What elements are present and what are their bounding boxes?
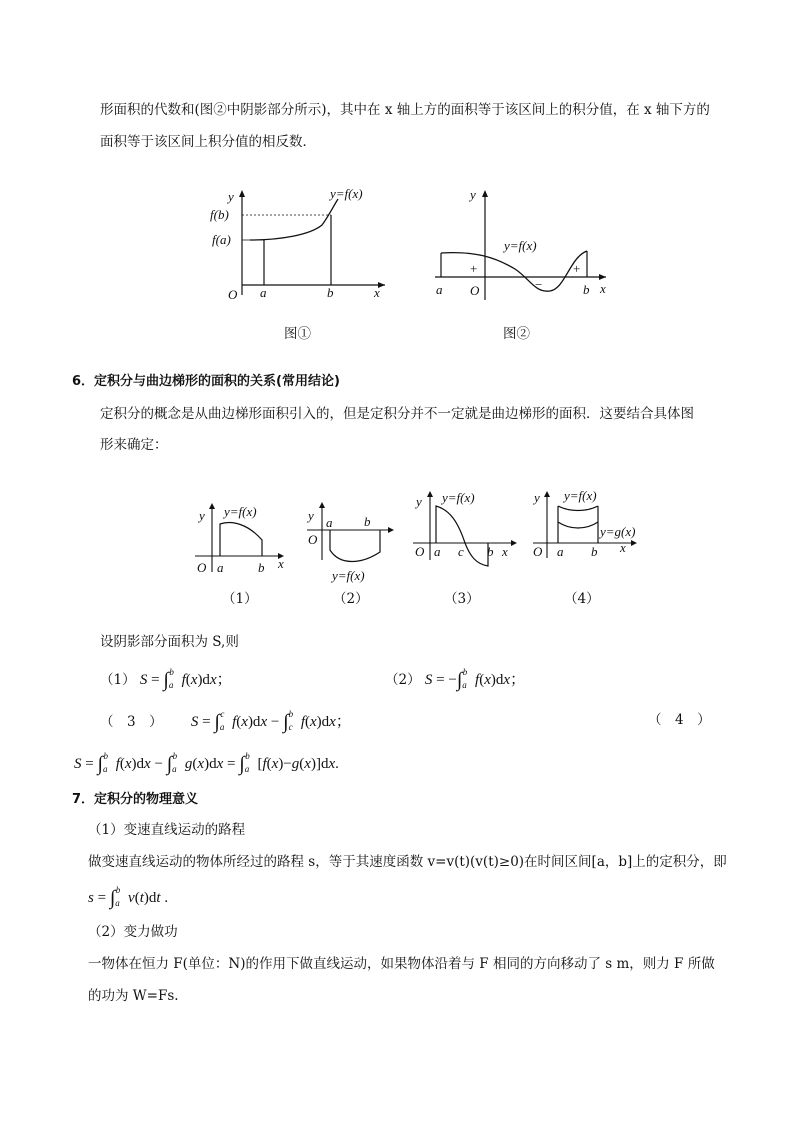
fig2-origin-label: O — [470, 283, 480, 298]
fig2-fn-label: y=f(x) — [504, 238, 537, 253]
sf3-x-label: x — [502, 544, 508, 559]
sf1-y-label: y — [199, 508, 205, 523]
fig2-minus: − — [535, 277, 543, 292]
fig2-y-label: y — [470, 187, 476, 202]
intro-line-1: 形面积的代数和(图②中阴影部分所示)，其中在 x 轴上方的面积等于该区间上的积分值，在 x 轴下方的 — [100, 102, 710, 118]
formula-distance-expr: $s = \int_a^b$ v(t)dt . — [88, 885, 169, 909]
formula-1-expr: $S = \int_a^b$ f(x)dx； — [139, 667, 232, 691]
formula-4 — [74, 752, 339, 775]
small-figure-1 — [190, 500, 290, 580]
small-figure-3-caption: （3） — [444, 591, 480, 607]
small-figure-2 — [302, 500, 402, 590]
sf4-gn-label: y=g(x) — [600, 524, 636, 539]
sf1-b-label: b — [258, 560, 265, 575]
sf3-y-label: y — [416, 494, 422, 509]
figure-2 — [430, 185, 615, 310]
sf1-a-label: a — [217, 560, 224, 575]
sf2-b-label: b — [364, 514, 371, 529]
fig2-x-label: x — [600, 281, 606, 296]
sf2-origin-label: O — [308, 532, 318, 547]
formula-distance — [88, 886, 168, 909]
sf3-b-label: b — [487, 544, 494, 559]
sf2-a-label: a — [326, 515, 333, 530]
fig1-caption: 图① — [284, 326, 311, 342]
formula-3 — [100, 710, 351, 733]
small-figure-3 — [410, 488, 525, 578]
sf4-origin-label: O — [533, 544, 543, 559]
sf2-y-label: y — [308, 508, 314, 523]
fig1-fa-label: f(a) — [212, 232, 231, 247]
section-7-title: 7．定积分的物理意义 — [72, 792, 199, 807]
sf1-fn-label: y=f(x) — [224, 504, 257, 519]
small-figure-2-caption: （2） — [333, 591, 369, 607]
figure-1 — [210, 185, 395, 310]
sf2-fn-label: y=f(x) — [332, 568, 365, 583]
formula-2-expr: $S = -\int_a^b$ f(x)dx； — [424, 667, 526, 691]
formula-3-expr: $S = \int_a^c$ $f(x)dx - \int_c^b$ f(x)dx； — [190, 709, 351, 733]
sf3-a-label: a — [434, 544, 441, 559]
sf4-b-label: b — [591, 544, 598, 559]
small-figure-4-caption: （4） — [564, 591, 600, 607]
formula-1-label: （1） — [100, 672, 136, 688]
fig2-b-label: b — [583, 282, 590, 297]
formula-2 — [385, 668, 525, 691]
fig2-caption: 图② — [503, 326, 530, 342]
sf3-fn-label: y=f(x) — [442, 490, 475, 505]
sf1-origin-label: O — [197, 560, 207, 575]
formula-2-label: （2） — [385, 672, 421, 688]
section-7-sub-1: （1）变速直线运动的路程 — [88, 822, 246, 838]
fig1-fn-label: y=f(x) — [330, 186, 363, 201]
section-6-line-2: 形来确定： — [100, 437, 168, 453]
fig1-origin-label: O — [228, 287, 238, 302]
section-6-line-1: 定积分的概念是从曲边梯形面积引入的，但是定积分并不一定就是曲边梯形的面积．这要结合具体图 — [100, 406, 694, 422]
intro-line-2: 面积等于该区间上积分值的相反数． — [100, 134, 316, 150]
formula-4-expr: $S = \int_a^b$ $f(x)dx - \int_a^b$ $g(x)dx = \int_a^b$ [f(x)−g(x)]dx. — [74, 751, 339, 775]
fig1-x-label: x — [374, 285, 380, 300]
sf4-a-label: a — [557, 544, 564, 559]
section-7-line-1: 做变速直线运动的物体所经过的路程 s，等于其速度函数 v=v(t)(v(t)≥0)在时间区间[a，b]上的定积分，即 — [88, 854, 727, 870]
section-7-sub-2: （2）变力做功 — [88, 924, 178, 940]
small-figure-4 — [530, 488, 655, 578]
section-7-line-3: 的功为 W=Fs. — [88, 988, 179, 1004]
sf4-x-label: x — [620, 540, 626, 555]
section-7-line-2: 一物体在恒力 F(单位：N)的作用下做直线运动，如果物体沿着与 F 相同的方向移动了 s m，则力 F 所做 — [88, 956, 715, 972]
fig2-a-label: a — [436, 282, 443, 297]
fig2-plus-2: + — [573, 261, 581, 276]
sf3-c-label: c — [458, 544, 464, 559]
sf4-fn-label: y=f(x) — [564, 488, 597, 503]
fig1-a-label: a — [260, 285, 267, 300]
formula-1 — [100, 668, 232, 691]
fig1-fb-label: f(b) — [210, 207, 229, 222]
fig1-y-label: y — [228, 189, 234, 204]
formula-intro: 设阴影部分面积为 S,则 — [100, 634, 239, 650]
sf3-origin-label: O — [415, 544, 425, 559]
formula-4-label: （ 4 ） — [648, 712, 711, 728]
fig2-plus-1: + — [470, 261, 478, 276]
sf1-x-label: x — [278, 556, 284, 571]
fig1-b-label: b — [327, 285, 334, 300]
section-6-title: 6．定积分与曲边梯形的面积的关系(常用结论) — [72, 374, 340, 389]
formula-3-label: （ 3 ） — [100, 714, 163, 730]
sf4-y-label: y — [534, 490, 540, 505]
small-figure-1-caption: （1） — [222, 591, 258, 607]
